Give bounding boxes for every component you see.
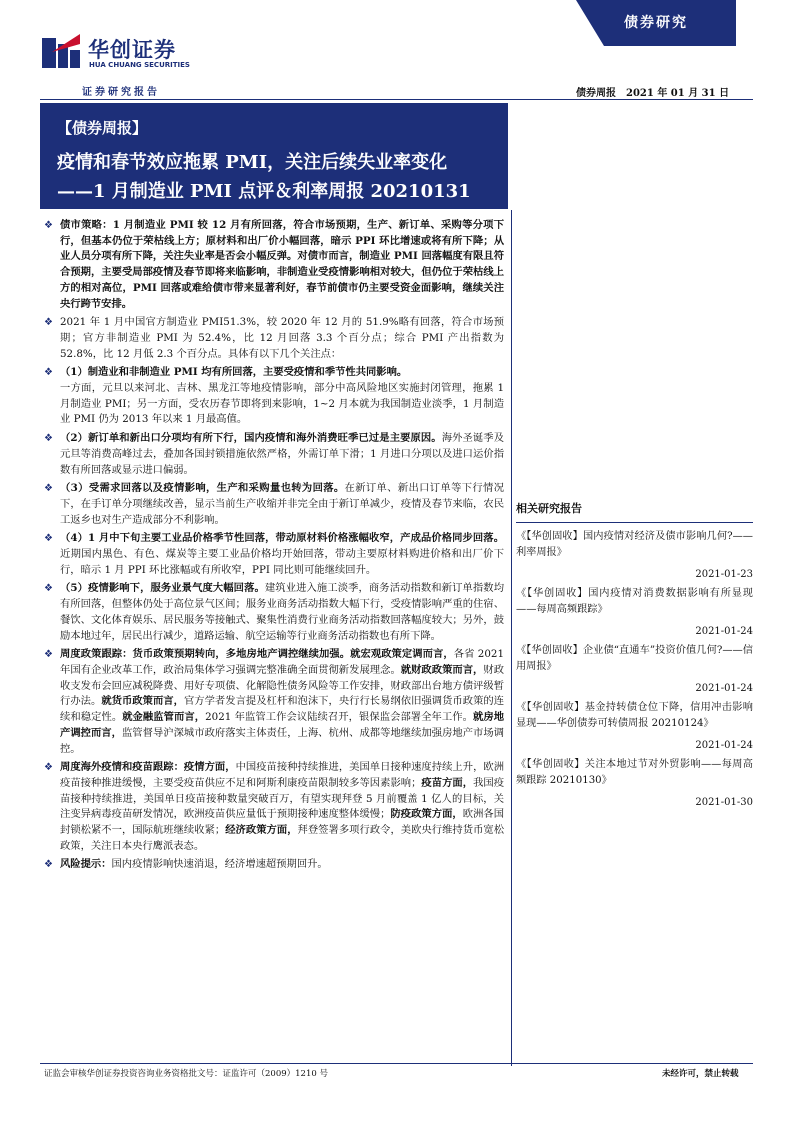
report-ref-title: 《【华创固收】企业债“直通车”投资价值几何?——信用周报》 — [516, 645, 753, 672]
point-2-body: 海外圣诞季及元旦等消费高峰过去，叠加各国封锁措施依然严格，外需订单下滑；1 月进口分项以及进口运价指数有所回落或显示进口偏弱。 — [60, 432, 505, 476]
point-2-heading: （2）新订单和新出口分项均有所下行，国内疫情和海外消费旺季已过是主要原因。 — [60, 432, 442, 445]
brand-logo — [40, 32, 200, 76]
risk-text: 国内疫情影响快速消退，经济增速超预期回升。 — [111, 858, 328, 871]
point-4-heading: （4）1 月中下旬主要工业品价格季节性回落，带动原材料价格涨幅收窄，产成品价格同步回落。 — [60, 532, 504, 545]
overseas-b4: 经济政策方面， — [225, 824, 298, 837]
report-meta — [576, 84, 739, 99]
overseas-b3: 防疫政策方面， — [390, 808, 463, 821]
report-ref-date: 2021-01-24 — [695, 626, 753, 637]
bond-strategy-lead: 债市策略： — [60, 219, 113, 231]
policy-b3: 就货币政策而言， — [101, 695, 184, 708]
policy-t1: 各省 2021 年国有企业改革工作，政治局集体学习强调完整准确全面贯彻新发展理念。 — [60, 648, 504, 676]
report-ref-1 — [516, 529, 753, 580]
point-3 — [44, 481, 504, 528]
overseas-tracking — [44, 760, 504, 854]
report-ref-title: 《【华创固收】关注本地过节对外贸影响——每周高频跟踪 20210130》 — [516, 759, 753, 786]
report-ref-3 — [516, 643, 753, 694]
report-ref-2 — [516, 586, 753, 637]
related-reports — [516, 500, 753, 808]
report-tagline: 证券研究报告 — [82, 87, 160, 98]
risk-lead: 风险提示： — [60, 858, 112, 871]
policy-t3: 官方学者发言提及杠杆和泡沫下，央行行长易纲依旧强调货币政策的连续和稳定性。 — [60, 695, 505, 724]
related-reports-title: 相关研究报告 — [516, 500, 753, 523]
point-2 — [44, 431, 504, 478]
overseas-lead: 周度海外疫情和疫苗跟踪： — [60, 761, 184, 774]
pmi-summary-text: 2021 年 1 月中国官方制造业 PMI51.3%，较 2020 年 12 月的 51.9%略有回落，符合市场预期；官方非制造业 PMI 为 52.4%，比 12 月回落 3.3 个百分点；综合 PMI 产出指数为 52.8%，比 12 月低 2.3 个百分点。具体有以下几个关注点： — [60, 316, 504, 360]
main-content — [44, 218, 504, 873]
point-4 — [44, 531, 504, 578]
policy-b1: 货币政策预期转向，多地房地产调控继续加强。就宏观政策定调而言， — [132, 648, 454, 661]
report-date: 2021 年 01 月 31 日 — [626, 88, 730, 99]
overseas-t3: 欧洲各国封锁松紧不一，国际航班继续收紧； — [60, 808, 505, 837]
header-divider — [40, 99, 753, 100]
point-1-heading: （1）制造业和非制造业 PMI 均有所回落，主要受疫情和季节性共同影响。 — [60, 366, 408, 379]
point-4-body: 近期国内黑色、有色、煤炭等主要工业品价格均开始回落，带动主要原材料购进价格和出厂价下行，暗示 1 月 PPI 环比涨幅或有所收窄，PPI 同比则可能继续回升。 — [60, 548, 504, 576]
point-5-body: 建筑业进入施工淡季，商务活动指数和新订单指数均有所回落，但整体仍处于高位景气区间；服务业商务活动指数大幅下行，受疫情影响严重的住宿、餐饮、文化体育娱乐、居民服务等接触式、聚集性消费行业商务活动指数回落幅度较大；另外，鼓励本地过年，居民出行减少，道路运输、航空运输等行业商务活动指数也有所下降。 — [60, 582, 505, 642]
overseas-b1: 疫情方面， — [183, 761, 236, 774]
title-line-2: ——1 月制造业 PMI 点评＆利率周报 20210131 — [57, 181, 471, 202]
category-label: 债券研究 — [624, 15, 688, 31]
logo-mark-icon — [40, 32, 82, 72]
category-tab — [576, 0, 736, 46]
report-ref-date: 2021-01-23 — [695, 569, 753, 580]
point-3-heading: （3）受需求回落以及疫情影响，生产和采购量也转为回落。 — [60, 482, 345, 495]
policy-b5: 就房地产调控而言， — [60, 711, 505, 739]
risk-warning — [44, 857, 504, 873]
point-1-body: 一方面，元旦以来河北、吉林、黑龙江等地疫情影响，部分中高风险地区实施封闭管理，拖累 1 月制造业 PMI；另一方面，受农历春节即将到来影响，1~2 月本就为我国制造业淡季，1 月制造业 PMI 仍为 2013 年以来 1 月最高值。 — [60, 382, 504, 426]
brand-name-en: HUA CHUANG SECURITIES — [89, 61, 190, 69]
overseas-t4: 拜登签署多项行政令，美欧央行维持货币宽松政策，关注日本央行鹰派表态。 — [60, 824, 505, 852]
point-5 — [44, 581, 504, 644]
column-divider — [511, 210, 512, 1066]
point-1 — [44, 365, 504, 381]
title-banner — [40, 103, 508, 209]
report-ref-date: 2021-01-30 — [695, 797, 753, 808]
report-type: 债券周报 — [576, 88, 616, 99]
report-ref-4 — [516, 700, 753, 751]
bond-strategy-body: 1 月制造业 PMI 较 12 月有所回落，符合市场预期，生产、新订单、采购等分项下行，但基本仍位于荣枯线上方；原材料和出厂价小幅回落，暗示 PPI 环比增速或将有所下降；从业人员分项有所下降，关注失业率是否会小幅反弹。对债市而言，制造业 PMI 回落幅度有限且符合预期，主要受局部疫情及春节即将来临影响，非制造业受疫情影响相对较大，但仍位于荣枯线上方的相对高位，PMI 回落或难给债市带来显著利好，春节前债市仍主要受资金面影响，继续关注央行跨节安排。 — [60, 219, 505, 310]
report-ref-date: 2021-01-24 — [695, 683, 753, 694]
point-5-heading: （5）疫情影响下，服务业景气度大幅回落。 — [60, 582, 265, 595]
report-ref-title: 《【华创固收】国内疫情对消费数据影响有所显现——每周高频跟踪》 — [516, 588, 753, 615]
bond-strategy — [44, 218, 504, 312]
policy-t5: 监管督导沪深城市政府落实主体责任，上海、杭州、成都等地继续加强房地产市场调控。 — [60, 726, 505, 755]
report-ref-date: 2021-01-24 — [695, 740, 753, 751]
policy-t2: 财政收支发布会回应减税降费、用好专项债、化解隐性债务风险等工作安排，财政部出台地方债评级暂行办法。 — [60, 663, 505, 708]
policy-tracking — [44, 647, 504, 757]
overseas-t2: 我国疫苗接种持续推进，美国单日疫苗接种数量突破百万，有望实现拜登 5 月前覆盖 1 亿人的目标，关注变异病毒疫苗研发情况，欧洲疫苗供应量低于预期接种速度整体缓慢； — [60, 776, 505, 821]
copyright-notice: 未经许可，禁止转载 — [662, 1069, 739, 1079]
banner-tag: 【债券周报】 — [57, 119, 148, 137]
policy-lead: 周度政策跟踪： — [60, 648, 133, 661]
policy-b2: 就财政政策而言， — [400, 663, 484, 676]
title-line-1: 疫情和春节效应拖累 PMI，关注后续失业率变化 — [57, 152, 448, 173]
overseas-b2: 疫苗方面， — [421, 776, 474, 789]
pmi-summary — [44, 315, 504, 362]
report-ref-5 — [516, 757, 753, 808]
point-3-body: 在新订单、新出口订单等下行情况下，在手订单分项继续改善，显示当前生产收缩并非完全由于新订单减少，疫情及春节来临，农民工返乡也对生产造成部分不利影响。 — [60, 482, 505, 526]
policy-t4: 2021 年监管工作会议陆续召开，银保监会部署全年工作。 — [205, 711, 473, 724]
report-ref-title: 《【华创固收】国内疫情对经济及债市影响几何?——利率周报》 — [516, 531, 753, 558]
report-ref-title: 《【华创固收】基金持转债仓位下降，信用冲击影响显现——华创债券可转债周报 20210124》 — [516, 702, 753, 729]
policy-b4: 就金融监管而言， — [122, 711, 206, 724]
brand-name-cn: 华创证券 — [88, 38, 176, 62]
license-note: 证监会审核华创证券投资咨询业务资格批文号：证监许可（2009）1210 号 — [44, 1069, 328, 1079]
footer-divider — [40, 1063, 753, 1064]
overseas-t1: 中国疫苗接种持续推进，美国单日接种速度持续上升，欧洲疫苗接种推进缓慢，主要受疫苗供应不足和阿斯利康疫苗限制较多等因素影响； — [60, 761, 505, 789]
